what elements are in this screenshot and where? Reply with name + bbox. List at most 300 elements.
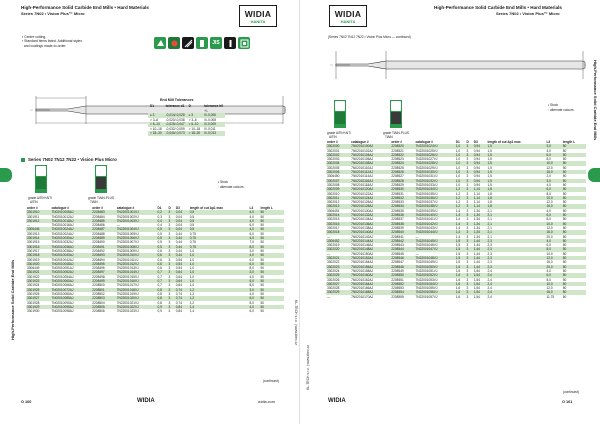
table-cell: 50 bbox=[259, 262, 284, 266]
left-side-tab bbox=[0, 168, 12, 182]
table-cell: 0,7 bbox=[157, 270, 168, 274]
table-cell: 10,0 bbox=[545, 222, 561, 226]
table-cell: 7N02010130AJ bbox=[351, 208, 374, 213]
table-cell: 50 bbox=[259, 227, 284, 231]
table-cell: 50 bbox=[259, 245, 284, 249]
table-cell: 8,0 bbox=[249, 245, 260, 249]
table-cell: 50 bbox=[562, 286, 567, 291]
table-cell: 8,0 bbox=[546, 191, 551, 196]
right-product-table bbox=[326, 140, 586, 299]
table-cell: 11,75 bbox=[546, 294, 555, 299]
table-cell: 1,4 bbox=[455, 234, 461, 239]
table-cell: 7N02010024AJ bbox=[51, 231, 74, 236]
table-cell: 3302008 bbox=[327, 182, 340, 187]
table-cell: 6,0 bbox=[545, 187, 561, 191]
table-cell: 3 bbox=[167, 305, 174, 309]
table-cell: 2,4 bbox=[486, 273, 545, 277]
table-cell: 50 bbox=[260, 291, 264, 296]
table-header-row: order # catalogue # order # catalogue # D1 D D3 length of cut Ap1 max L3 length L bbox=[27, 206, 273, 210]
table-cell: 1,8 bbox=[486, 187, 545, 191]
table-cell: 3302026 bbox=[327, 277, 340, 282]
table-cell: 3 bbox=[167, 253, 174, 257]
table-cell: 1,0 bbox=[189, 283, 195, 288]
table-cell: 7N02010008AJ bbox=[51, 210, 92, 214]
table-cell: 50 bbox=[562, 204, 586, 208]
table-cell: 3 bbox=[466, 174, 469, 179]
table-cell: 7N02010024AJ bbox=[51, 227, 92, 231]
table-cell: 7N22001046VJ bbox=[415, 243, 438, 248]
table-cell: 7N02010032AJ bbox=[51, 240, 74, 245]
table-cell: 0,7 bbox=[157, 279, 168, 283]
table-cell: 3301910 bbox=[26, 210, 51, 214]
legend-alternate-right: ◦ alternate colours bbox=[548, 108, 574, 112]
table-cell: 3302001 bbox=[327, 148, 340, 153]
table-cell: 6,0 bbox=[249, 223, 254, 228]
table-cell: 3301925 bbox=[26, 288, 51, 292]
table-row bbox=[326, 295, 586, 299]
table-cell: 3302015 bbox=[327, 217, 340, 222]
table-cell: 3302004 bbox=[326, 161, 350, 165]
table-cell: 0,8 bbox=[157, 291, 162, 296]
table-cell: 3 bbox=[466, 200, 469, 205]
table-cell: 3,0 bbox=[249, 270, 260, 274]
table-cell: 1,0 bbox=[455, 144, 466, 148]
table-cell: 3 bbox=[466, 251, 469, 256]
table-cell: 2208547 bbox=[391, 260, 404, 265]
table-cell: 3 bbox=[466, 268, 469, 273]
table-row bbox=[326, 273, 586, 277]
table-cell: 2208521 bbox=[391, 148, 404, 153]
table-cell: 0,3 bbox=[157, 214, 162, 219]
table-cell: 0/-0,006 bbox=[202, 113, 225, 118]
table-cell: 7N02010170AJ bbox=[351, 294, 374, 299]
table-cell: 7N02010132AJ bbox=[350, 213, 390, 217]
table-cell: 7N22001035VJ bbox=[415, 191, 438, 196]
right-vertical-wrap bbox=[306, 345, 351, 394]
table-cell: 3302010 bbox=[327, 191, 340, 196]
table-cell: 7N22001010VJ bbox=[116, 253, 157, 257]
table-cell: 3301911 bbox=[27, 214, 40, 219]
table-cell: 7N02010160AJ bbox=[350, 273, 390, 277]
table-cell: 1,44 bbox=[473, 265, 487, 269]
table-cell: 0,74 bbox=[175, 288, 189, 292]
table-cell: 2208502 bbox=[92, 291, 105, 296]
table-cell: 7N02010052AJ bbox=[51, 270, 92, 274]
right-side-label: High-Performance Solid Carbide End Mills bbox=[593, 60, 598, 141]
grade-badge-2 bbox=[95, 165, 107, 193]
table-cell: 7N22001029VJ bbox=[415, 165, 438, 170]
table-cell: ≤ 3 bbox=[148, 113, 164, 118]
tolerance-table bbox=[148, 104, 225, 136]
table-cell: 7N02010080AJ bbox=[51, 291, 74, 296]
table-cell: 3 bbox=[466, 282, 473, 286]
table-cell: 7N22001042VJ bbox=[415, 222, 455, 226]
table-cell: 3301916 bbox=[26, 245, 51, 249]
table-cell: 7N22001001VJ bbox=[116, 210, 157, 214]
table-cell: 12,0 bbox=[546, 286, 553, 291]
table-cell: 0,64 bbox=[175, 270, 189, 274]
table-cell: 2208530 bbox=[390, 187, 414, 191]
table-cell: 50 bbox=[259, 288, 284, 292]
table-cell: 2208534 bbox=[390, 204, 414, 208]
table-cell: 50 bbox=[562, 217, 567, 222]
table-cell: 7N22001034VJ bbox=[415, 187, 455, 191]
table-cell: 0,04 bbox=[175, 210, 189, 214]
table-cell: 1,0 bbox=[189, 253, 249, 257]
table-cell: 1,2 bbox=[189, 296, 249, 300]
table-cell: 0,7 bbox=[157, 274, 162, 279]
table-cell: 1,4 bbox=[455, 222, 466, 226]
table-cell: 1,2 bbox=[455, 200, 461, 205]
table-cell: 7N22001003VJ bbox=[116, 219, 157, 223]
table-cell: 3 bbox=[466, 217, 469, 222]
table-cell: 7N02010114AJ bbox=[351, 174, 373, 179]
table-cell: 2208522 bbox=[390, 153, 414, 157]
table-cell: 3302018 bbox=[326, 230, 350, 234]
table-cell: 50 bbox=[260, 231, 264, 236]
table-cell: 0,8 bbox=[157, 288, 168, 292]
table-cell: 3 bbox=[466, 213, 473, 217]
table-cell: 2208541 bbox=[391, 234, 404, 239]
table-cell: 0,75 bbox=[189, 231, 196, 236]
table-cell: 50 bbox=[562, 243, 567, 248]
table-cell: 50 bbox=[562, 187, 586, 191]
flute-icon bbox=[224, 37, 236, 49]
table-cell: 1,5 bbox=[455, 243, 461, 248]
table-cell: 3 bbox=[466, 230, 473, 234]
table-cell: 7N22001031VJ bbox=[415, 174, 438, 179]
table-cell: 2208489 bbox=[91, 236, 116, 240]
table-cell: 7N22001039VJ bbox=[415, 208, 438, 213]
table-cell: 1,14 bbox=[473, 200, 480, 205]
table-cell: 0,5 bbox=[189, 210, 249, 214]
tolerance-units-row: +/- bbox=[204, 108, 209, 113]
table-cell: 7N02010150AJ bbox=[351, 251, 374, 256]
table-cell: 50 bbox=[562, 213, 586, 217]
table-cell: 3 bbox=[466, 256, 473, 260]
table-cell: 4,0 bbox=[546, 268, 551, 273]
table-cell: 50 bbox=[260, 300, 264, 305]
table-cell: 3301913 bbox=[27, 231, 40, 236]
table-cell: 1,8 bbox=[487, 200, 492, 205]
table-cell: 50 bbox=[562, 165, 567, 170]
table-cell: 3302016 bbox=[326, 222, 350, 226]
table-cell: -0,025/-0,047 bbox=[165, 122, 185, 126]
feature-icon-row bbox=[154, 37, 250, 49]
table-cell: 7N02010144AJ bbox=[350, 239, 390, 243]
right-side-tab bbox=[588, 168, 600, 182]
table-cell: 1,4 bbox=[189, 309, 195, 314]
table-cell: 3306450 bbox=[327, 174, 340, 179]
left-bullets bbox=[22, 35, 82, 48]
left-page-number: O 160 bbox=[21, 400, 32, 404]
table-cell: 1,0 bbox=[455, 182, 461, 187]
table-cell: 2,1 bbox=[487, 234, 492, 239]
table-cell: 1,0 bbox=[189, 248, 195, 253]
table-cell: 7N02010030AJ bbox=[51, 236, 92, 240]
table-cell: 2208505 bbox=[91, 305, 116, 309]
table-cell: 2208548 bbox=[390, 265, 414, 269]
table-cell: 3302023 bbox=[326, 265, 350, 269]
table-cell: 2208524 bbox=[390, 161, 414, 165]
bullet: and coatings made-to-order. bbox=[23, 43, 67, 48]
table-cell: 7N02010152AJ bbox=[350, 256, 390, 260]
table-cell: 0,5 bbox=[157, 231, 162, 236]
table-cell: 4,0 bbox=[249, 274, 254, 279]
left-footer-brand: WIDIA bbox=[137, 398, 155, 404]
table-cell: 3302019 bbox=[327, 243, 340, 248]
table-cell: 7N22001021VJ bbox=[116, 300, 139, 305]
table-cell: 7N02010164AJ bbox=[350, 282, 390, 286]
table-cell: 3302025 bbox=[326, 273, 350, 277]
table-cell: 0,6 bbox=[157, 257, 162, 262]
table-cell: 12,0 bbox=[546, 200, 553, 205]
table-cell: 3 bbox=[466, 208, 469, 213]
table-cell: 3,0 bbox=[249, 248, 254, 253]
table-cell: 7N02010016AJ bbox=[51, 223, 74, 228]
table-cell: > 10–18 bbox=[150, 126, 162, 131]
table-cell: 50 bbox=[260, 248, 264, 253]
table-cell: 3 bbox=[466, 286, 469, 291]
table-cell: 1,0 bbox=[189, 279, 249, 283]
table-cell: 7N02010072AJ bbox=[51, 288, 92, 292]
table-cell: 4,0 bbox=[546, 208, 551, 213]
table-cell: 50 bbox=[562, 148, 567, 153]
table-cell: 1,6 bbox=[455, 268, 461, 273]
table-cell: 2208542 bbox=[390, 239, 414, 243]
table-cell: 2208529 bbox=[391, 182, 404, 187]
table-cell: 2208535 bbox=[391, 208, 404, 213]
table-cell: 2208501 bbox=[91, 288, 116, 292]
table-cell: 1,0 bbox=[455, 153, 466, 157]
table-cell: 50 bbox=[562, 290, 586, 294]
right-vertical-text: KL-TECH s.r.o. | www.kltec.cz bbox=[306, 345, 310, 390]
table-cell: 50 bbox=[259, 296, 284, 300]
table-cell: 1,0 bbox=[455, 170, 466, 174]
tolerance-title: End Mill Tolerances bbox=[160, 98, 194, 102]
table-cell: 0/-0,008 bbox=[204, 117, 216, 122]
table-cell: 1,0 bbox=[189, 270, 249, 274]
table-cell: — bbox=[27, 223, 31, 228]
table-cell: -0,020/-0,038 bbox=[165, 117, 185, 122]
table-cell: 1,6 bbox=[455, 294, 461, 299]
table-cell: 8,0 bbox=[545, 247, 561, 251]
table-cell: 1,2 bbox=[189, 291, 195, 296]
table-cell: 1,0 bbox=[455, 161, 466, 165]
table-cell: 50 bbox=[259, 210, 284, 214]
table-cell: 0,6 bbox=[157, 262, 168, 266]
table-cell: 16,0 bbox=[546, 260, 553, 265]
table-cell: 50 bbox=[260, 274, 264, 279]
table-cell: 7N02010060AJ bbox=[51, 279, 92, 283]
table-cell: 2208549 bbox=[391, 268, 404, 273]
table-cell: 3,0 bbox=[545, 179, 561, 183]
table-cell: 0,44 bbox=[175, 236, 189, 240]
table-cell: 1,4 bbox=[189, 305, 249, 309]
table-cell: 3301917 bbox=[27, 248, 40, 253]
table-cell: 0,44 bbox=[175, 248, 182, 253]
table-cell: 50 bbox=[562, 239, 586, 243]
table-cell: — bbox=[415, 251, 419, 256]
table-cell: 6,0 bbox=[249, 231, 254, 236]
table-cell: 3301920 bbox=[26, 262, 51, 266]
table-cell: 0,44 bbox=[175, 245, 189, 249]
table-cell: — bbox=[415, 234, 419, 239]
table-cell: 1,5 bbox=[486, 179, 545, 183]
table-cell: 50 bbox=[260, 283, 264, 288]
table-cell: 7N22001017VJ bbox=[116, 283, 139, 288]
table-cell: 0,74 bbox=[175, 296, 189, 300]
grade-code-1: AlTiN bbox=[30, 200, 38, 204]
table-cell: 1,5 bbox=[487, 165, 492, 170]
table-cell: 3 bbox=[168, 283, 171, 288]
table-cell: 6,0 bbox=[249, 279, 260, 283]
table-cell: 4,0 bbox=[546, 182, 551, 187]
table-cell: 0,75 bbox=[189, 236, 249, 240]
table-cell: 6,0 bbox=[249, 262, 260, 266]
table-cell: 3301912 bbox=[26, 219, 51, 223]
table-cell: 7N22001024VJ bbox=[415, 144, 455, 148]
table-cell: 7N02010038AJ bbox=[51, 248, 74, 253]
table-cell: 3306446 bbox=[26, 227, 51, 231]
table-cell: 1,44 bbox=[473, 247, 487, 251]
table-cell: 7N22001032VJ bbox=[415, 179, 455, 183]
table-cell: 3302017 bbox=[327, 225, 340, 230]
table-cell: 2,1 bbox=[487, 225, 492, 230]
table-cell: 0,04 bbox=[175, 223, 182, 228]
table-cell: 3302003 bbox=[327, 157, 340, 162]
table-cell: 1,54 bbox=[473, 273, 487, 277]
table-cell: 7N02010051AJ bbox=[51, 266, 74, 271]
table-cell: 3 bbox=[466, 170, 473, 174]
table-cell: 1,0 bbox=[455, 174, 461, 179]
table-cell: 0,04 bbox=[175, 219, 189, 223]
table-cell: 7N02010042AJ bbox=[51, 257, 74, 262]
table-cell: 7N22001027VJ bbox=[415, 157, 438, 162]
table-cell: 3 bbox=[167, 262, 174, 266]
table-cell: 7,0 bbox=[249, 240, 254, 245]
table-cell: 16,0 bbox=[545, 230, 561, 234]
table-cell: 7N22001040VJ bbox=[415, 213, 455, 217]
table-cell: 50 bbox=[562, 222, 586, 226]
table-cell: 3302000 bbox=[326, 144, 350, 148]
table-cell: 7N02010122AJ bbox=[351, 191, 374, 196]
table-cell: 3 bbox=[466, 187, 473, 191]
table-cell: 12,0 bbox=[546, 225, 553, 230]
table-cell: 2208531 bbox=[391, 191, 404, 196]
table-cell: 1,5 bbox=[486, 170, 545, 174]
table-cell: 1,54 bbox=[473, 282, 487, 286]
table-cell: 7N22001056VJ bbox=[415, 290, 455, 294]
table-cell: 2,1 bbox=[487, 217, 492, 222]
table-cell: 3301921 bbox=[26, 270, 51, 274]
table-cell: 2208545 bbox=[391, 251, 404, 256]
table-cell: 3 bbox=[167, 227, 174, 231]
table-cell: > 10–18 bbox=[188, 126, 201, 131]
table-cell: > 6–10 bbox=[187, 122, 203, 127]
table-cell: 0,54 bbox=[175, 266, 182, 271]
table-cell: 3 bbox=[168, 240, 171, 245]
corner-icon bbox=[196, 37, 208, 49]
material-icon bbox=[238, 37, 250, 49]
table-cell: 7N02010048AJ bbox=[51, 262, 92, 266]
table-cell: > 18–30 bbox=[150, 131, 162, 135]
table-cell: 0,75 bbox=[189, 240, 196, 245]
table-cell: 1,0 bbox=[189, 266, 195, 271]
table-row bbox=[326, 144, 586, 148]
table-cell: 7N22001057VJ bbox=[415, 294, 438, 299]
table-cell: 2,4 bbox=[486, 290, 545, 294]
table-cell: 1,0 bbox=[455, 179, 466, 183]
table-cell: 10,0 bbox=[546, 251, 553, 256]
table-cell: 1,14 bbox=[473, 204, 487, 208]
table-cell: 0,5 bbox=[157, 245, 168, 249]
table-cell: 7N02010054AJ bbox=[51, 274, 74, 279]
table-cell: 20,0 bbox=[545, 265, 561, 269]
table-cell: 2208491 bbox=[91, 245, 116, 249]
table-cell: 0,2 bbox=[157, 210, 168, 214]
table-cell: 2208495 bbox=[91, 262, 116, 266]
table-cell: 1,6 bbox=[455, 290, 466, 294]
table-cell: 2,3 bbox=[486, 265, 545, 269]
table-cell: 50 bbox=[562, 230, 586, 234]
table-cell: 10,0 bbox=[545, 282, 561, 286]
table-cell: 50 bbox=[562, 174, 567, 179]
table-cell: 50 bbox=[562, 144, 586, 148]
table-cell: 7N22001055VJ bbox=[415, 286, 438, 291]
table-cell: 50 bbox=[562, 196, 586, 200]
table-cell: 0,74 bbox=[175, 291, 182, 296]
table-cell: 2,1 bbox=[486, 213, 545, 217]
table-cell: 7N22001018VJ bbox=[116, 288, 157, 292]
table-cell: 7N22001008VJ bbox=[116, 245, 157, 249]
right-footer-brand: WIDIA bbox=[328, 398, 346, 404]
table-cell: 3 bbox=[466, 247, 473, 251]
table-cell: 50 bbox=[562, 179, 586, 183]
table-cell: 0,04 bbox=[175, 214, 182, 219]
table-cell: 7N22001028VJ bbox=[415, 161, 455, 165]
table-cell: 0,54 bbox=[175, 257, 182, 262]
table-cell: 1,5 bbox=[455, 265, 466, 269]
table-cell: 7N02010108AJ bbox=[350, 161, 390, 165]
table-cell: 2208552 bbox=[390, 282, 414, 286]
right-brand-logo: WIDIA HANITA bbox=[329, 5, 367, 27]
table-cell: 50 bbox=[562, 282, 586, 286]
table-cell: — bbox=[327, 294, 331, 299]
table-cell: 3 bbox=[466, 196, 473, 200]
table-cell: 4,0 bbox=[249, 305, 260, 309]
table-cell: 0,64 bbox=[175, 283, 182, 288]
table-cell: 7N22001023VJ bbox=[116, 309, 139, 314]
helix-icon bbox=[182, 37, 194, 49]
table-cell: 2208488 bbox=[92, 231, 105, 236]
table-cell: 7N02010090AJ bbox=[51, 300, 74, 305]
table-cell: 2,4 bbox=[487, 277, 492, 282]
table-cell: 0,5 bbox=[189, 223, 195, 228]
right-header-subtitle: Series 7N02 • Vision Plus™ Micro bbox=[496, 11, 560, 16]
table-cell: 50 bbox=[562, 294, 567, 299]
table-cell: 50 bbox=[562, 247, 586, 251]
table-cell: 4,0 bbox=[249, 210, 260, 214]
table-cell: 50 bbox=[260, 309, 264, 314]
table-cell: 3 bbox=[466, 222, 473, 226]
right-continued-label: (continued) bbox=[563, 390, 579, 394]
right-header-title: High-Performance Solid Carbide End Mills • Hard Materials bbox=[434, 5, 562, 10]
table-cell: ≤ 3 bbox=[187, 113, 203, 118]
table-cell: 7N22001006VJ bbox=[116, 236, 157, 240]
table-cell: 0,94 bbox=[473, 148, 480, 153]
table-cell: 50 bbox=[259, 219, 284, 223]
